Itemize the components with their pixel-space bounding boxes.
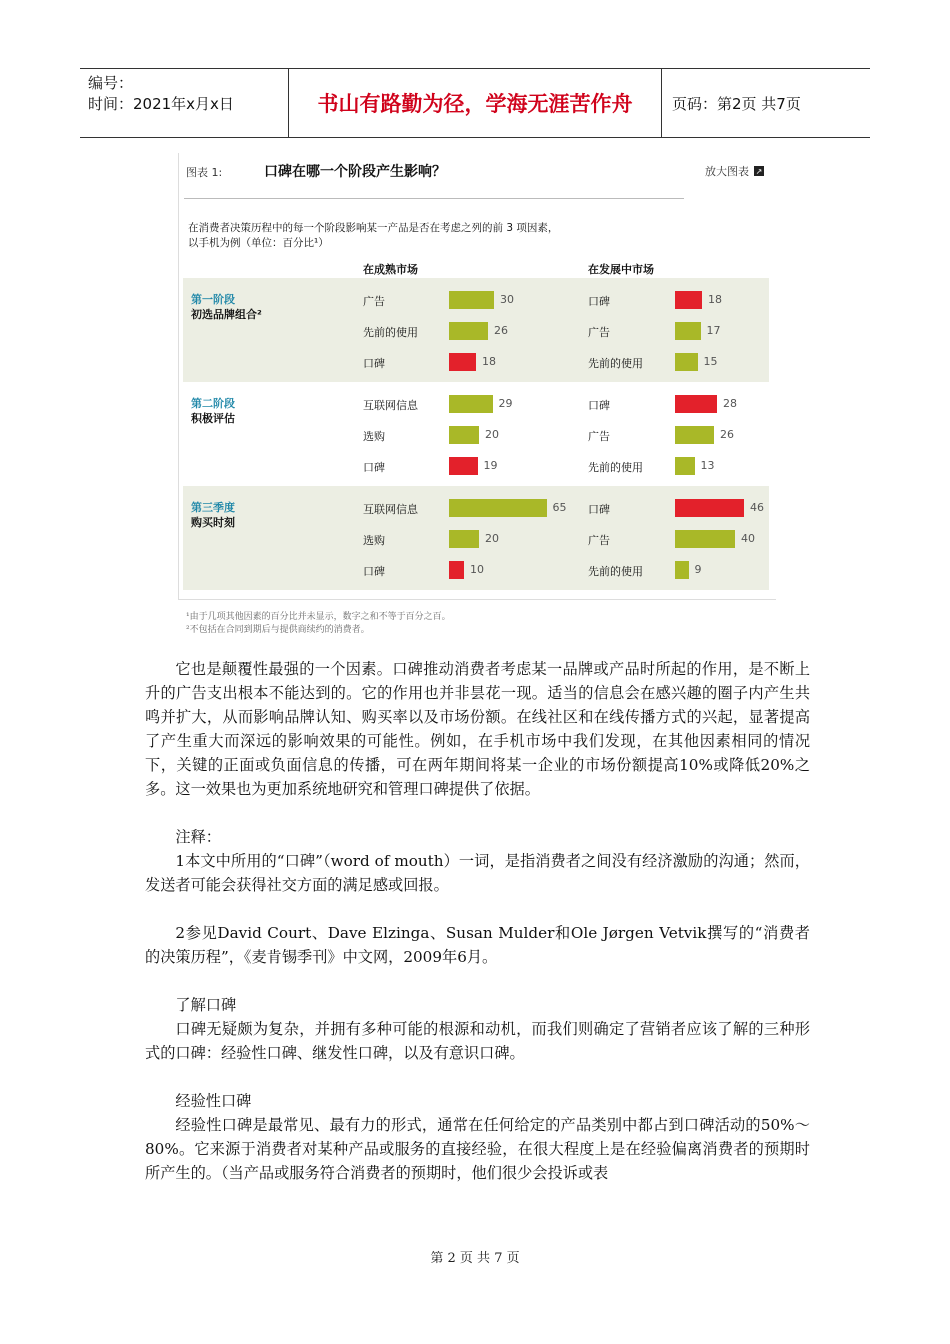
figure-description-line-2: 以手机为例（单位：百分比¹） <box>188 237 329 249</box>
paragraph: 它也是颠覆性最强的一个因素。口碑推动消费者考虑某一品牌或产品时所起的作用，是不断上升的广告支出根本不能达到的。它的作用也并非昙花一现。适当的信息会在感兴趣的圈子内产生共鸣并扩大，从而影响品牌认知、购买率以及市场份额。在线社区和在线传播方式的兴起，显著提高了产生重大而深远的影响效果的可能性。例如，在手机市场中我们发现，在其他因素相同的情况下，关键的正面或负面信息的传播，可在两年期间将某一企业的市场份额提高10%或降低20%之多。这一效果也为更加系统地研究和管理口碑提供了依据。 <box>145 660 810 798</box>
stage-label <box>191 292 262 322</box>
bar-value-label: 26 <box>720 428 734 441</box>
figure-description <box>188 221 708 251</box>
bar-mature <box>449 457 478 475</box>
enlarge-chart-link[interactable] <box>705 163 764 179</box>
figure-footnote-1: ¹由于几项其他因素的百分比并未显示，数字之和不等于百分之百。 <box>186 612 451 622</box>
bar-value-label: 10 <box>470 563 484 576</box>
factor-label: 广告 <box>363 295 385 308</box>
exhibit-figure <box>178 153 778 641</box>
figure-title: 口碑在哪一个阶段产生影响？ <box>264 164 446 180</box>
stage-name: 第三季度 <box>191 501 235 514</box>
stage-name: 第一阶段 <box>191 293 235 306</box>
header-motto: 书山有路勤为径，学海无涯苦作舟 <box>289 69 662 137</box>
header-page-number: 页码：第2页 共7页 <box>672 94 801 113</box>
bar-value-label: 65 <box>552 501 567 514</box>
stage-description: 积极评估 <box>191 412 235 425</box>
factor-label: 口碑 <box>588 503 610 516</box>
factor-label: 广告 <box>588 534 610 547</box>
page-footer: 第 2 页 共 7 页 <box>430 1251 520 1266</box>
stage-label <box>191 396 235 426</box>
bar-developing <box>675 561 689 579</box>
factor-label: 互联网信息 <box>363 399 418 412</box>
factor-label: 互联网信息 <box>363 503 418 516</box>
bar-value-label: 9 <box>694 563 702 576</box>
document-date-label: 时间：2021年x月x日 <box>88 95 234 113</box>
bar-value-label: 28 <box>723 397 737 410</box>
bar-value-label: 18 <box>708 293 722 306</box>
bar-value-label: 30 <box>500 293 514 306</box>
footnote-paragraph: 1本文中所用的“口碑”（word of mouth）一词，是指消费者之间没有经济激励的沟通；然而，发送者可能会获得社交方面的满足感或回报。 <box>145 852 810 894</box>
bar-developing <box>675 457 695 475</box>
bar-developing <box>675 530 735 548</box>
header-meta <box>80 69 289 137</box>
paragraph: 口碑无疑颇为复杂，并拥有多种可能的根源和动机，而我们则确定了营销者应该了解的三种形式的口碑：经验性口碑、继发性口碑，以及有意识口碑。 <box>145 1020 810 1062</box>
page-header <box>80 68 870 138</box>
stage-name: 第二阶段 <box>191 397 235 410</box>
bar-mature <box>449 291 494 309</box>
article-body <box>145 657 810 1185</box>
bar-mature <box>449 561 464 579</box>
bar-mature <box>449 499 547 517</box>
figure-divider <box>184 198 684 199</box>
stage-description: 初选品牌组合² <box>191 308 262 321</box>
factor-label: 口碑 <box>588 295 610 308</box>
bar-developing <box>675 322 701 340</box>
bar-developing <box>675 499 744 517</box>
bar-mature <box>449 322 488 340</box>
figure-tag: 图表 1: <box>186 166 223 179</box>
factor-label: 广告 <box>588 326 610 339</box>
factor-label: 先前的使用 <box>588 461 643 474</box>
bar-value-label: 40 <box>741 532 755 545</box>
factor-label: 先前的使用 <box>588 565 643 578</box>
bar-value-label: 17 <box>706 324 721 337</box>
stage-label <box>191 500 235 530</box>
bar-value-label: 15 <box>703 355 718 368</box>
factor-label: 先前的使用 <box>588 357 643 370</box>
section-heading: 经验性口碑 <box>175 1092 252 1110</box>
factor-label: 广告 <box>588 430 610 443</box>
factor-label: 口碑 <box>363 565 385 578</box>
bar-value-label: 29 <box>498 397 513 410</box>
enlarge-chart-label: 放大图表 <box>705 165 749 178</box>
market-header-mature: 在成熟市场 <box>363 263 418 276</box>
bar-developing <box>675 291 702 309</box>
notes-heading: 注释： <box>175 828 221 846</box>
bar-value-label: 20 <box>485 532 499 545</box>
section-heading: 了解口碑 <box>175 996 237 1014</box>
bar-value-label: 46 <box>750 501 764 514</box>
bar-mature <box>449 530 479 548</box>
bar-mature <box>449 426 479 444</box>
bar-value-label: 20 <box>485 428 499 441</box>
factor-label: 口碑 <box>363 357 385 370</box>
figure-description-line-1: 在消费者决策历程中的每一个阶段影响某一产品是否在考虑之列的前 3 项因素， <box>188 222 559 234</box>
enlarge-icon: ↗ <box>755 166 763 176</box>
document-number-label: 编号： <box>88 74 134 92</box>
stage-description: 购买时刻 <box>191 516 235 529</box>
bar-mature <box>449 395 493 413</box>
bar-value-label: 26 <box>494 324 508 337</box>
paragraph: 经验性口碑是最常见、最有力的形式，通常在任何给定的产品类别中都占到口碑活动的50%～80%。它来源于消费者对某种产品或服务的直接经验，在很大程度上是在经验偏离消费者的预期时所产生的。（当产品或服务符合消费者的预期时，他们很少会投诉或表 <box>145 1116 810 1182</box>
bar-value-label: 18 <box>482 355 496 368</box>
bar-mature <box>449 353 476 371</box>
market-header-developing: 在发展中市场 <box>588 263 654 276</box>
figure-footnote-2: ²不包括在合同到期后与提供商续约的消费者。 <box>186 625 370 635</box>
bar-value-label: 13 <box>700 459 715 472</box>
bar-developing <box>675 395 717 413</box>
footnote-paragraph: 2参见David Court、Dave Elzinga、Susan Mulder和Ole Jørgen Vetvik撰写的“消费者的决策历程”，《麦肯锡季刊》中文网，2009年6月。 <box>145 924 810 966</box>
bar-value-label: 19 <box>483 459 498 472</box>
factor-label: 口碑 <box>363 461 385 474</box>
factor-label: 选购 <box>363 430 385 443</box>
factor-label: 选购 <box>363 534 385 547</box>
factor-label: 先前的使用 <box>363 326 418 339</box>
figure-footnotes <box>186 611 451 637</box>
bar-developing <box>675 353 698 371</box>
factor-label: 口碑 <box>588 399 610 412</box>
bar-developing <box>675 426 714 444</box>
